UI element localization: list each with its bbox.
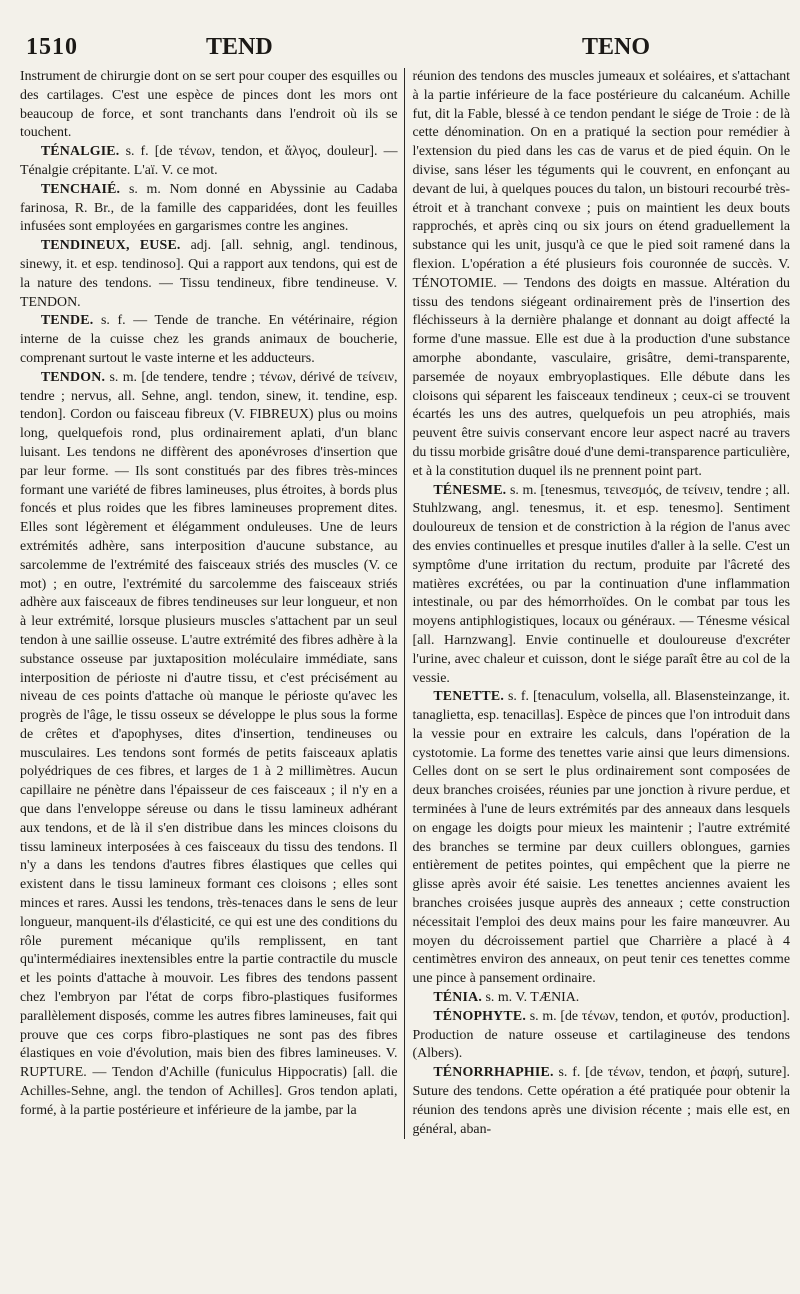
dictionary-entry [412,482,790,689]
entry-text: s. f. — Tende de tranche. En vétérinaire, région interne de la cuisse chez les grands animaux de boucherie, comprenant surtout le vaste interne et les adducteurs. [20,313,398,366]
left-running-head: TEND [206,34,273,60]
entry-headword: TENDINEUX, EUSE. [40,238,181,254]
entry-text: s. f. [de τένων, tendon, et ῥαφή, suture]. Suture des tendons. Cette opération a été pratiquée pour obtenir la réunion des tendons après une division récente ; mais elle est, en général, aban- [412,1065,790,1137]
dictionary-entry [412,989,790,1008]
right-running-head: TENO [582,34,651,60]
entry-continuation [412,68,790,482]
entry-headword: TÉNOPHYTE. [433,1008,527,1024]
entry-continuation [20,68,398,143]
entry-text: s. f. [tenaculum, volsella, all. Blasensteinzange, it. tanaglietta, esp. tenacillas]. Espèce de pinces que l'on introduit dans la vessie pour en extraire les calculs, dans l'opération de la cystotomie. La forme des tenettes varie ainsi que leurs dimensions. Celles dont on se sert le plus ordinairement sont composées de deux branches croisées, réunies par une jonction à rivure perdue, et terminées à l'une de leurs extrémités par des anneaux dans lesquels on engage les doigts pour mieux les maintenir ; l'autre extrémité des branches se termine par deux cuillers oblongues, garnies entièrement de petites pointes, qui empêchent que la pierre ne glisse après avoir été saisie. Les tenettes anciennes avaient les branches croisées jusque auprès des anneaux ; cette construction nécessitait l'emploi des deux mains pour les faire manœuvrer. Au moyen du décroissement partiel que Charrière a placé à 4 centimètres environ des anneaux, on peut tenir ces tenettes comme une pince à pansement ordinaire. [412,689,790,987]
entry-headword: TENDE. [40,313,94,329]
entry-headword: TÉNORRHAPHIE. [433,1065,554,1081]
entry-text: s. m. [de tendere, tendre ; τένων, dérivé de τείνειν, tendre ; nervus, all. Sehne, angl. tendon, sinew, it. tendine, esp. tendon]. Cordon ou faisceau fibreux (V. FIBREUX) plus ou moins long, quelquefois rond, plus ordinairement aplati, d'un blanc luisant. Les tendons ne diffèrent des aponévroses d'insertion que par leur forme. — Ils sont constitués par des fibres très-minces formant une variété de fibres lamineuses, plus étroites, à bords plus foncés et plus roides que les fibres lamineuses proprement dites. Elles sont légèrement et élégamment onduleuses. Une de leurs extrémités adhère, sans interposition d'aucune substance, au sarcolemme de l'extrémité des faisceaux striés des muscles (V. ce mot) ; en outre, l'extrémité du sarcolemme des faisceaux striés adhère aux faisceaux de fibres tendineuses sur leur longueur, et non à leur extrémité, lorsque plusieurs muscles s'attachent par un seul tendon à une saillie osseuse. L'autre extrémité des fibres adhère à la substance osseuse par juxtaposition moléculaire immédiate, sans interposition de périoste ni d'autre tissu, et c'est précisément au niveau de ces points d'attache où manque le périoste qu'avec les progrès de l'âge, le tissu osseux se développe le plus sous la forme de crêtes et d'apophyses, dites d'insertion, tendineuses ou musculaires. Les tendons sont formés de petits faisceaux aplatis polyédriques de ces fibres, et larges de 1 à 2 millimètres. Aucun capillaire ne pénètre dans l'épaisseur de ces faisceaux ; il n'y en a que dans l'enveloppe séreuse ou dans le tissu lamineux adhérant aux tendons, et de là il s'en distribue dans les minces cloisons du tissu lamineux interposées à ces faisceaux du tissu des tendons. Il n'y a dans les tendons d'autres fibres élastiques que celles qui existent dans le tissu lamineux formant ces cloisons ; elles sont minces et rares. Aussi les tendons, très-tenaces dans le sens de leur longueur, manquent-ils d'élasticité, ce qui est une des conditions du rôle purement mécanique qu'ils remplissent, en tant qu'intermédiaires inextensibles entre la partie contractile du muscle et les points d'attache à mouvoir. Les fibres des tendons passent chez l'embryon par l'état de corps fibro-plastiques fusiformes parallèlement disposés, comme les autres fibres lamineuses, fait qui prouve que ces corps fibro-plastiques ne sont pas des fibres élastiques en voie d'évolution, mais bien des fibres lamineuses. V. RUPTURE. — Tendon d'Achille (funiculus Hippocratis) [all. die Achilles-Sehne, angl. the tendon of Achilles]. Gros tendon aplati, formé, à la partie postérieure et inférieure de la jambe, par la [20,369,398,1118]
entry-text: Instrument de chirurgie dont on se sert pour couper des esquilles ou des cartilages. C'est une espèce de pinces dont les mors ont beaucoup de force, et sont tranchants dans l'endroit où ils se touchent. [20,69,398,141]
entry-headword: TÉNESME. [433,482,507,498]
column-divider [404,68,405,1139]
text-columns [20,68,790,1139]
entry-headword: TÉNALGIE. [40,144,120,160]
dictionary-entry [20,312,398,368]
dictionary-entry [20,143,398,181]
entry-headword: TENETTE. [433,689,505,705]
entry-text: adj. [all. sehnig, angl. tendinous, sinewy, it. et esp. tendinoso]. Qui a rapport aux tendons, qui est de la nature des tendons. — Tissu tendineux, fibre tendineuse. V. TENDON. [20,238,398,310]
dictionary-entry [412,1064,790,1139]
entry-text: s. m. [de τένων, tendon, et φυτόν, production]. Production de nature osseuse et cartilagineuse des tendons (Albers). [412,1008,790,1062]
dictionary-entry [412,688,790,989]
dictionary-entry [20,237,398,312]
page-header [20,28,790,68]
entry-headword: TENDON. [40,369,106,385]
dictionary-entry [20,181,398,237]
entry-headword: TENCHAIÉ. [40,181,121,197]
entry-headword: TÉNIA. [433,990,482,1006]
page-number: 1510 [26,34,78,60]
entry-text: s. m. V. TÆNIA. [485,990,580,1006]
left-column [20,68,398,1121]
dictionary-entry [20,369,398,1121]
entry-text: réunion des tendons des muscles jumeaux et soléaires, et s'attachant à la partie inférieure de la face postérieure du calcanéum. Achille fut, dit la Fable, blessé à ce tendon pendant le siége de Troie : de là cette dénomination. On en a pratiqué la section pour remédier à l'extension du pied dans les cas de varus et de pied équin. On le divise, sans léser les téguments qui le couvrent, en enfonçant au devant de lui, à quelques pouces du talon, un bistouri recourbé très-étroit et à tranchant convexe ; puis on maintient les deux bouts rapprochés, et après cinq ou six jours on étend graduellement la substance qui les unit, jusqu'à ce que le pied soit ramené dans la flexion. L'opération a été plusieurs fois couronnée de succès. V. TÉNOTOMIE. — Tendons des doigts en massue. Altération du tissu des tendons siégeant ordinairement près de l'insertion des fléchisseurs à la dernière phalange et donnant au doigt affecté la forme d'une massue. Elle est due à la production d'une substance amorphe abondante, vasculaire, grisâtre, demi-transparente, parsemée de noyaux embryoplastiques. Elle débute dans les cloisons qui séparent les faisceaux tendineux ; ceux-ci se trouvent écartés les uns des autres, quelquefois un peu atrophiés, mais peuvent être suivis conservant encore leur aspect nacré au travers du tissu morbide grisâtre doué d'une demi-transparence particulière, et à la constitution duquel ils ne prennent point part. [412,69,790,479]
dictionary-entry [412,1008,790,1064]
entry-text: s. m. Nom donné en Abyssinie au Cadaba farinosa, R. Br., de la famille des capparidées, dont les feuilles infusées sont employées en gargarismes contre les angines. [20,181,398,235]
entry-text: s. f. [de τένων, tendon, et ἄλγος, douleur]. — Ténalgie crépitante. L'aï. V. ce mot. [20,144,398,178]
entry-text: s. m. [tenesmus, τεινεσμός, de τείνειν, tendre ; all. Stuhlzwang, angl. tenesmus, it. et esp. tenesmo]. Sentiment douloureux de tension et de constriction à la région de l'anus avec des envies continuelles et presque inutiles d'aller à la selle. C'est un symptôme d'une irritation du rectum, produite par l'âcreté des matières excrétées, ou par la continuation d'une inflammation intestinale, ou par des hémorrhoïdes. On le combat par tous les moyens antiphlogistiques, locaux ou généraux. — Ténesme vésical [all. Harnzwang]. Envie continuelle et douloureuse d'excréter l'urine, avec chaleur et cuisson, dont le siége paraît être au col de la vessie. [412,482,790,686]
right-column [412,68,790,1139]
